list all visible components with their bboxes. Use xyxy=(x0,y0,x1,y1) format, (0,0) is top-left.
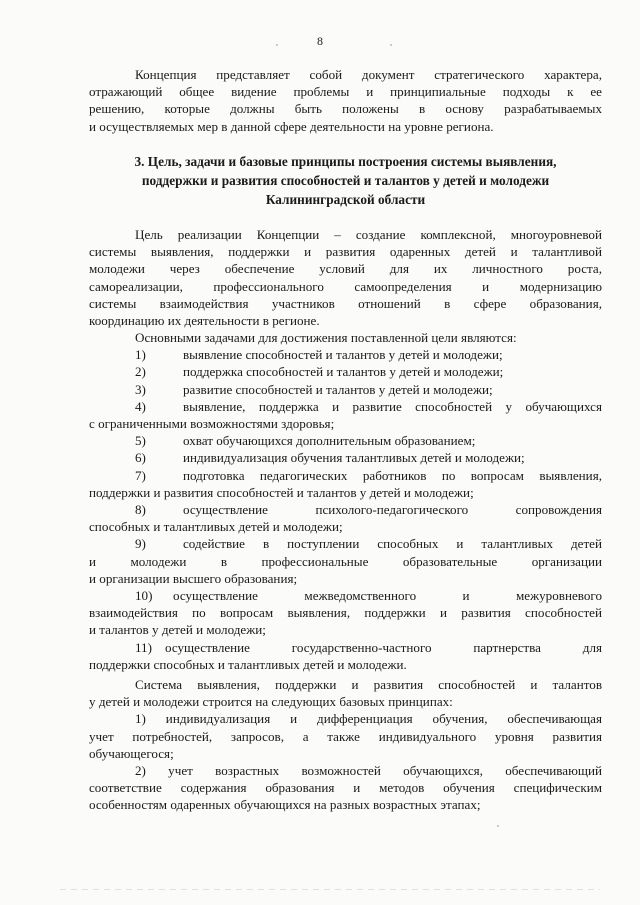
principles-section xyxy=(89,676,602,814)
list-item-continuation: поддержки и развития способностей и талантов у детей и молодежи; xyxy=(89,484,474,500)
list-item-continuation: особенностям одаренных обучающихся на разных возрастных этапах; xyxy=(89,797,481,813)
scan-speck xyxy=(276,44,278,46)
text-line: самореализации, профессионального самоопределения и модернизацию xyxy=(89,278,602,294)
list-item-continuation: поддержки способных и талантливых детей и молодежи. xyxy=(89,656,407,672)
tasks-list xyxy=(89,329,602,673)
list-item-continuation: взаимодействия по вопросам выявления, поддержки и развития способностей xyxy=(89,605,602,621)
list-item: 2) учет возрастных возможностей обучающихся, обеспечивающий xyxy=(135,763,602,779)
list-item: 6) индивидуализация обучения талантливых детей и молодежи; xyxy=(135,450,525,466)
list-item-continuation: учет потребностей, запросов, а также индивидуального уровня развития xyxy=(89,728,602,744)
text-line: Концепция представляет собой документ стратегического характера, xyxy=(135,67,602,82)
list-item: 5) охват обучающихся дополнительным образованием; xyxy=(135,433,476,449)
list-item-continuation: и талантов у детей и молодежи; xyxy=(89,622,266,638)
list-item: 11) осуществление государственно-частного партнерства для xyxy=(135,639,602,655)
list-item-continuation: с ограниченными возможностями здоровья; xyxy=(89,416,335,432)
list-item-continuation: и молодежи в профессиональные образовательные организации xyxy=(89,553,602,569)
list-item: 10) осуществление межведомственного и межуровневого xyxy=(135,588,602,604)
list-item-continuation: соответствие содержания образования и методов обучения специфическим xyxy=(89,780,602,796)
section-heading-line: Калининградской области xyxy=(265,192,426,207)
scan-speck xyxy=(390,44,392,46)
page-number: 8 xyxy=(317,34,323,48)
list-item-continuation: способных и талантливых детей и молодежи; xyxy=(89,519,343,535)
section-heading-line: 3. Цель, задачи и базовые принципы построения системы выявления, xyxy=(134,154,557,169)
text-line: и осуществляемых мер в данной сфере деятельности на уровне региона. xyxy=(89,118,494,134)
list-item: 7) подготовка педагогических работников по вопросам выявления, xyxy=(135,467,602,483)
list-item: 9) содействие в поступлении способных и талантливых детей xyxy=(135,536,602,552)
text-line: системы взаимодействия участников отношений в сфере образования, xyxy=(89,295,602,311)
scan-speck xyxy=(497,825,499,827)
text-line: у детей и молодежи строится на следующих базовых принципах: xyxy=(89,694,453,710)
list-item: 8) осуществление психолого-педагогического сопровождения xyxy=(135,502,602,518)
text-line: Система выявления, поддержки и развития способностей и талантов xyxy=(135,677,602,692)
text-line: координацию их деятельности в регионе. xyxy=(89,313,320,329)
list-item-continuation: обучающегося; xyxy=(89,745,174,761)
text-line: отражающий общее видение проблемы и принципиальные подходы к ее xyxy=(89,84,602,100)
text-line: молодежи через обеспечение условий для их личностного роста, xyxy=(89,261,602,277)
list-item: 2) поддержка способностей и талантов у детей и молодежи; xyxy=(135,364,504,380)
list-item: 4) выявление, поддержка и развитие способностей у обучающихся xyxy=(135,398,602,414)
text-line: системы выявления, поддержки и развития одаренных детей и талантливой xyxy=(89,244,602,260)
goal-paragraph xyxy=(89,226,602,329)
list-item: 3) развитие способностей и талантов у детей и молодежи; xyxy=(135,381,493,397)
scan-artifact-line xyxy=(60,889,600,890)
list-item: 1) индивидуализация и дифференциация обучения, обеспечивающая xyxy=(135,711,602,727)
section-heading-line: поддержки и развития способностей и талантов у детей и молодежи xyxy=(141,173,550,188)
text-line: Цель реализации Концепции – создание комплексной, многоуровневой xyxy=(135,227,602,242)
list-item: 1) выявление способностей и талантов у детей и молодежи; xyxy=(135,347,503,363)
intro-paragraph xyxy=(89,66,602,135)
text-line: решению, которые должны быть положены в основу разрабатываемых xyxy=(89,101,602,117)
tasks-intro: Основными задачами для достижения поставленной цели являются: xyxy=(135,330,517,345)
list-item-continuation: и организации высшего образования; xyxy=(89,570,298,586)
